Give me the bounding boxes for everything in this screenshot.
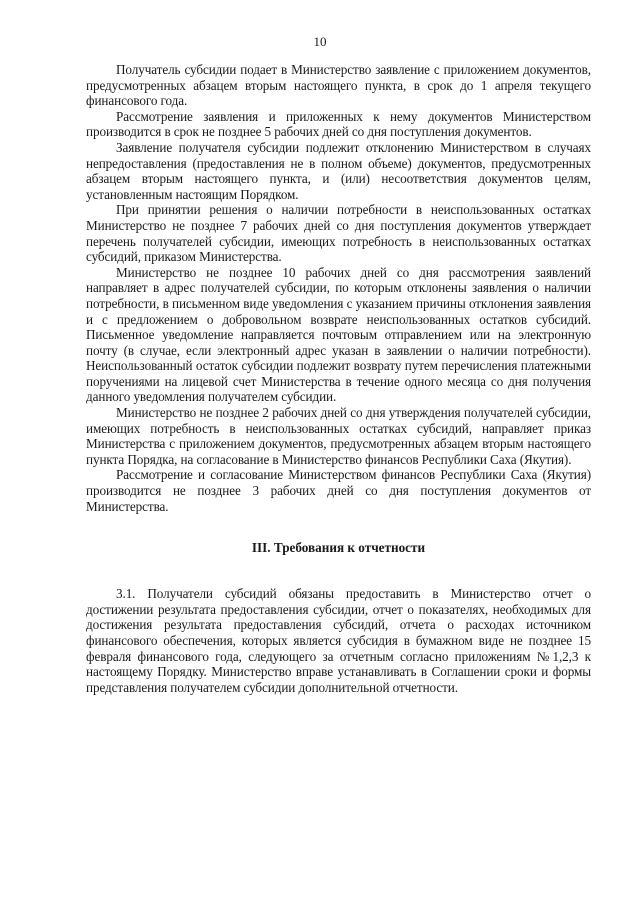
paragraph-reporting-requirements: 3.1. Получатели субсидий обязаны предоставить в Министерство отчет о достижении результата предоставления субсидии, отчет о показателях, необходимых для достижения результата предоставления субсидий, отчета о расходах источником финансового обеспечения, которых является субсидия в бумажном виде не позднее 15 февраля финансового года, следующего за отчетным согласно приложениям №1,2,3 к настоящему Порядку. Министерство вправе устанавливать в Соглашении сроки и формы представления получателем субсидии дополнительной отчетности. <box>86 586 591 695</box>
section-heading: III. Требования к отчетности <box>251 540 426 556</box>
paragraph-rejection-grounds: Заявление получателя субсидии подлежит отклонению Министерством в случаях непредоставления (предоставления не в полном объеме) документов, предусмотренных абзацем вторым настоящего пункта, и (или) несоответствия документов целям, установленным настоящим Порядком. <box>86 139 591 202</box>
paragraph-review-term: Рассмотрение заявления и приложенных к нему документов Министерством производится в срок не позднее 5 рабочих дней со дня поступления документов. <box>86 108 591 140</box>
document-body <box>86 62 591 695</box>
paragraph-approval-term: Рассмотрение и согласование Министерством финансов Республики Саха (Якутия) производится не позднее 3 рабочих дней со дня поступления документов от Министерства. <box>86 467 591 514</box>
paragraph-order-submission: Министерство не позднее 2 рабочих дней со дня утверждения получателей субсидии, имеющих потребность в неиспользованных остатках субсидий, направляет приказ Министерства с приложением документов, предусмотренных абзацем вторым настоящего пункта Порядка, на согласование в Министерство финансов Республики Саха (Якутия). <box>86 405 591 467</box>
paragraph-approval-decision: При принятии решения о наличии потребности в неиспользованных остатках Министерство не позднее 7 рабочих дней со дня поступления документов утверждает перечень получателей субсидии, имеющих потребность в неиспользованных остатках субсидий, приказом Министерства. <box>86 202 591 265</box>
page-number: 10 <box>313 34 327 49</box>
paragraph-application-deadline: Получатель субсидии подает в Министерство заявление с приложением документов, предусмотренных абзацем вторым настоящего пункта, в срок до 1 апреля текущего финансового года. <box>86 62 591 109</box>
paragraph-rejection-notice: Министерство не позднее 10 рабочих дней со дня рассмотрения заявлений направляет в адрес получателей субсидии, по которым отклонены заявления о наличии потребности, в письменном виде уведомления с указанием причины отклонения заявления и с предложением о добровольном возврате неиспользованных остатков субсидий. Письменное уведомление направляется почтовым отправлением или на электронную почту (в случае, если электронный адрес указан в заявлении о наличии потребности). Неиспользованный остаток субсидии подлежит возврату путем перечисления платежными поручениями на лицевой счет Министерства в течение одного месяца со дня получения данного уведомления получателем субсидии. <box>86 264 591 405</box>
